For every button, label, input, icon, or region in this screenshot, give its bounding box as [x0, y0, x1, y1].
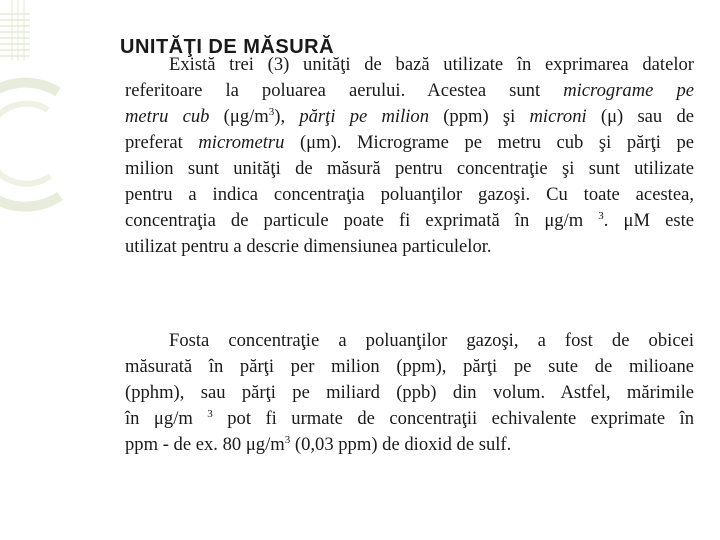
decorative-background-shapes [0, 0, 80, 260]
text-line: (pphm), sau părţi pe miliard (ppb) din volum. Astfel, mărimile [125, 382, 694, 403]
text-line: măsurată în părţi per milion (ppm), părţi pe sute de milioane [125, 356, 694, 377]
text-line: Există trei (3) unităţi de bază utilizate în exprimarea datelor [169, 54, 694, 75]
text-line: pentru a indica concentraţia poluanţilor gazoşi. Cu toate acestea, [125, 184, 694, 205]
paragraph-units [125, 52, 694, 260]
text-line: milion sunt unităţi de măsură pentru concentraţie şi sunt utilizate [125, 158, 694, 179]
text-line: concentraţia de particule poate fi exprimată în μg/m $^3$. μM este [125, 210, 694, 231]
text-line: în μg/m $^3$ pot fi urmate de concentraţii echivalente exprimate în [125, 408, 694, 429]
paragraph-concentration [125, 328, 694, 458]
text-line: preferat micrometru (μm). Micrograme pe metru cub şi părţi pe [125, 132, 694, 153]
text-line: referitoare la poluarea aerului. Acestea sunt micrograme pe [125, 80, 694, 101]
page-title: UNITĂŢI DE MĂSURĂ [120, 36, 335, 58]
text-line: metru cub $(\mu g/m^3)$, părţi pe milion (ppm) şi microni (μ) sau de [125, 106, 694, 127]
text-line: Fosta concentraţie a poluanţilor gazoşi, a fost de obicei [169, 330, 694, 351]
text-line: utilizat pentru a descrie dimensiunea particulelor. [125, 236, 492, 257]
text-line: ppm - de ex. 80 $\mu g/m^3$ (0,03 ppm) de dioxid de sulf. [125, 434, 512, 455]
